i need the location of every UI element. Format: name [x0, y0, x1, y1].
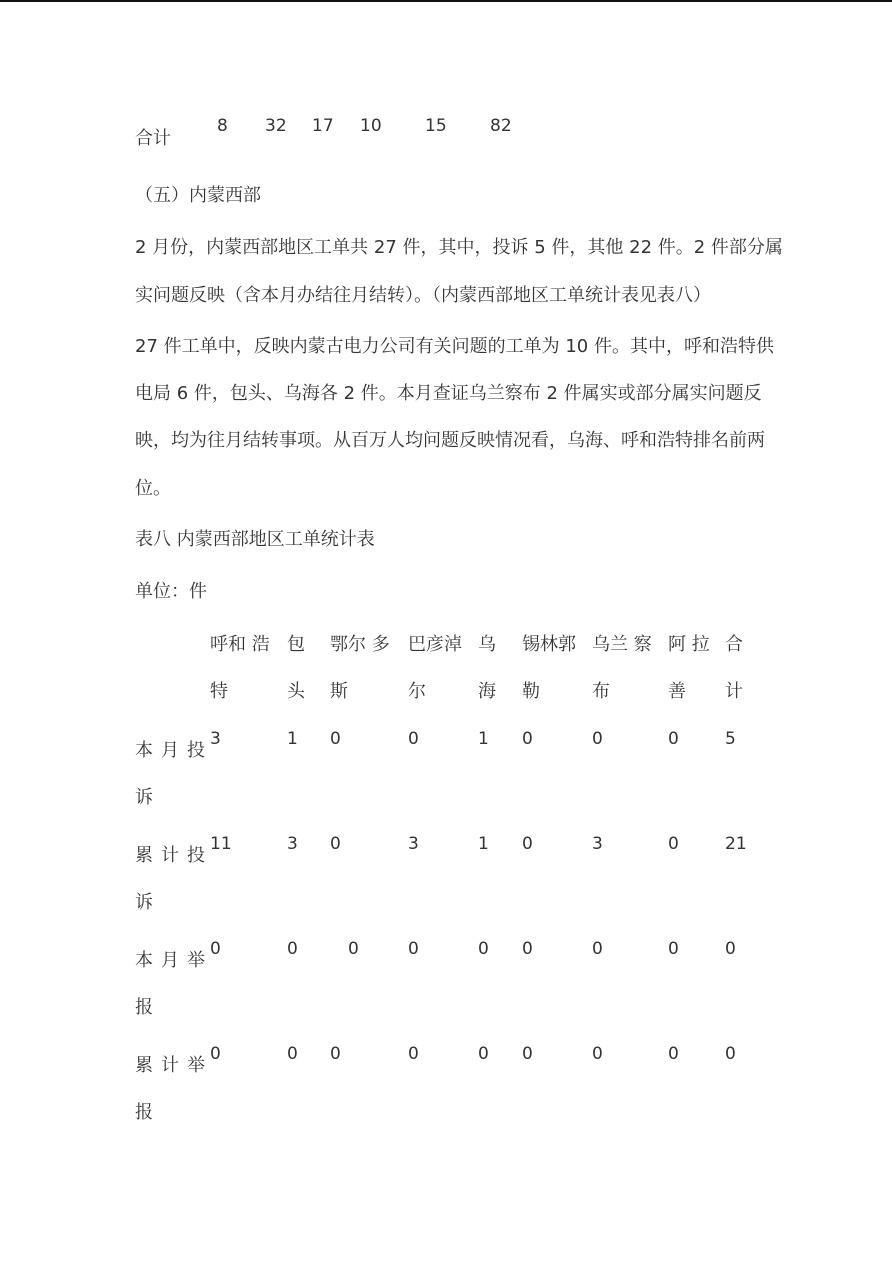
table-cell: 0: [725, 939, 736, 959]
prev-total-value: 10: [360, 116, 382, 136]
table-cell: 0: [408, 1044, 419, 1064]
table-cell: 0: [210, 1044, 221, 1064]
table-cell: 0: [668, 939, 679, 959]
row-label: 本月投: [135, 740, 213, 761]
column-header: 合: [725, 634, 743, 655]
table-cell: 0: [478, 1044, 489, 1064]
prev-total-value: 15: [425, 116, 447, 136]
column-header: 包: [287, 634, 305, 655]
row-label: 报: [135, 997, 153, 1018]
row-label: 累计投: [135, 845, 213, 866]
column-header: 锡林郭: [522, 634, 576, 655]
table-title: 表八 内蒙西部地区工单统计表: [135, 529, 375, 550]
table-cell: 0: [522, 939, 533, 959]
column-header: 布: [592, 681, 610, 702]
paragraph-line: 映，均为往月结转事项。从百万人均问题反映情况看，乌海、呼和浩特排名前两: [135, 430, 765, 451]
column-header: 勒: [522, 681, 540, 702]
table-cell: 0: [725, 1044, 736, 1064]
row-label: 累计举: [135, 1055, 213, 1076]
table-cell: 0: [330, 1044, 341, 1064]
prev-total-value: 32: [265, 116, 287, 136]
table-cell: 0: [478, 939, 489, 959]
row-label: 诉: [135, 892, 153, 913]
row-label: 报: [135, 1102, 153, 1123]
paragraph-line: 电局 6 件，包头、乌海各 2 件。本月查证乌兰察布 2 件属实或部分属实问题反: [135, 383, 762, 404]
table-cell: 0: [348, 939, 359, 959]
table-cell: 0: [210, 939, 221, 959]
table-cell: 3: [592, 834, 603, 854]
column-header: 呼和 浩: [210, 634, 270, 655]
column-header: 乌兰 察: [592, 634, 652, 655]
table-cell: 0: [330, 729, 341, 749]
column-header: 头: [287, 681, 305, 702]
table-unit: 单位：件: [135, 581, 207, 602]
column-header: 乌: [478, 634, 496, 655]
table-cell: 0: [668, 729, 679, 749]
column-header: 尔: [408, 681, 426, 702]
prev-total-label: 合计: [135, 128, 171, 149]
column-header: 善: [668, 681, 686, 702]
column-header: 鄂尔 多: [330, 634, 390, 655]
prev-total-value: 17: [312, 116, 334, 136]
column-header: 计: [725, 681, 743, 702]
table-cell: 0: [592, 1044, 603, 1064]
table-cell: 0: [522, 729, 533, 749]
table-cell: 0: [287, 1044, 298, 1064]
table-cell: 0: [330, 834, 341, 854]
table-cell: 1: [478, 834, 489, 854]
column-header: 阿 拉: [668, 634, 710, 655]
row-label: 诉: [135, 787, 153, 808]
table-cell: 3: [210, 729, 221, 749]
table-cell: 0: [592, 939, 603, 959]
table-cell: 11: [210, 834, 232, 854]
table-cell: 0: [668, 1044, 679, 1064]
table-cell: 0: [522, 1044, 533, 1064]
column-header: 特: [210, 681, 228, 702]
paragraph-line: 27 件工单中，反映内蒙古电力公司有关问题的工单为 10 件。其中，呼和浩特供: [135, 336, 774, 357]
table-cell: 0: [408, 939, 419, 959]
paragraph-line: 2 月份，内蒙西部地区工单共 27 件，其中，投诉 5 件，其他 22 件。2 件部分属: [135, 237, 783, 258]
table-cell: 1: [478, 729, 489, 749]
section-heading: （五）内蒙西部: [135, 185, 261, 206]
row-label: 本月举: [135, 950, 213, 971]
table-cell: 0: [408, 729, 419, 749]
table-cell: 0: [592, 729, 603, 749]
prev-total-value: 8: [217, 116, 228, 136]
top-border-line: [0, 0, 892, 2]
prev-total-value: 82: [490, 116, 512, 136]
table-cell: 0: [522, 834, 533, 854]
paragraph-line: 实问题反映（含本月办结往月结转）。（内蒙西部地区工单统计表见表八）: [135, 285, 711, 306]
table-cell: 0: [287, 939, 298, 959]
table-cell: 5: [725, 729, 736, 749]
paragraph-line: 位。: [135, 478, 171, 499]
table-cell: 21: [725, 834, 747, 854]
column-header: 斯: [330, 681, 348, 702]
table-cell: 0: [668, 834, 679, 854]
table-cell: 1: [287, 729, 298, 749]
column-header: 巴彦淖: [408, 634, 462, 655]
table-cell: 3: [287, 834, 298, 854]
table-cell: 3: [408, 834, 419, 854]
column-header: 海: [478, 681, 496, 702]
